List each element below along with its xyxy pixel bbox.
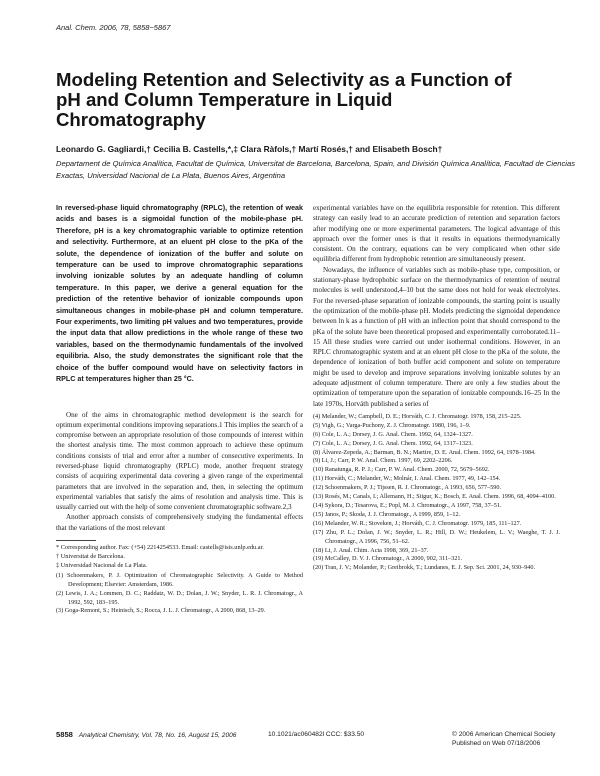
journal-volume-pages: 2006, 78, 5858−5867 [99,23,171,32]
page-footer-right [452,730,555,748]
published-date: Published on Web 07/18/2006 [452,740,541,747]
reference-item: (17) Zhu, P. L.; Dolan, J. W.; Snyder, L. R.; Hill, D. W.; Heukelem, L. V.; Waeghe, T. J. J. Chromatogr., A 1996, 756, 51–62. [313,528,560,545]
affiliation-footnote: ‡ Universidad Nacional de La Plata. [56,561,148,569]
body-paragraph: One of the aims in chromatographic method development is the search for optimum experimental conditions improving separations.1 This implies the search of a compromise between an appropriate resolution of those compounds of interest within the shortest analysis time. The most common approach to achieve these optimum conditions consists of trial and error after a number of consecutive experiments. In reversed-phase liquid chromatography (RPLC) mode, another frequent strategy consists of acquiring experimental data covering a given range of the experimental parameters that are involved in the separation and, then, in selecting the optimum experimental variables that satisfy the aims of resolution and analysis time. This is usually carried out with the help of some convenient chromatographic software.2,3 [56,410,303,512]
reference-item: (18) Li, J. Anal. Chim. Acta 1998, 369, 21–37. [313,546,429,554]
journal-issue-line: Analytical Chemistry, Vol. 78, No. 16, August 15, 2006 [78,732,237,739]
journal-citation [56,23,171,32]
body-paragraph: Nowadays, the influence of variables such as mobile-phase type, composition, or stationary-phase hydrophobic surface on the thermodynamics of retention of neutral molecules is well understood,4–10 but the same does not hold for weak electrolytes. For the reversed-phase separation of ionizable compounds, the starting point is usually the optimization of the mobile-phase pH. Models predicting the sigmoidal dependence between ln k as a function of pH with an inflection point that should correspond to the pKa of the solute have been theoretical proposed and experimentally corroborated.11–15 All these studies were carried out under isothermal conditions. However, in an RPLC chromatographic system and at an eluent pH close to the pKa of the solute, the dependence of ionization of both buffer acid component and solute on temperature might be used to develop and improve separations involving ionizable solutes by an adequate adjustment of column temperature. There are only a few studies about the optimization of temperature upon the separation of ionizable compounds.16–25 In the late 1970s, Horváth published a series of [313,265,560,408]
reference-item: (13) Rosés, M.; Canals, I.; Allemann, H.; Siigur, K.; Bosch, E. Anal. Chem. 1996, 68, 4094–4100. [313,493,556,501]
page-number: 5858 [56,730,73,739]
body-paragraph: experimental variables have on the equilibria responsible for retention. This different strategy can easily lead to an accurate prediction of retention and separation factors after modifying one or more experimental parameters. The logical advantage of this approach over the former ones is that it results in equations thermodynamically consistent. On the contrary, equations can be very complicated when other side equilibria different from hydrophobic retention are simultaneously present. [313,204,560,264]
journal-name: Anal. Chem. [56,23,98,32]
doi-price: 10.1021/ac060482l CCC: $33.50 [268,731,365,738]
reference-item: (10) Ranatunga, R. P. J.; Carr, P. W. Anal. Chem. 2000, 72, 5679–5692. [313,466,490,474]
reference-item: (20) Tran, J. V.; Molander, P.; Greibrokk, T.; Lundanes, E. J. Sep. Sci. 2001, 24, 930–940. [313,564,536,572]
reference-item: (8) Álvarez-Zepeda, A.; Barman, B. N.; Martire, D. E. Anal. Chem. 1992, 64, 1978–1984. [313,448,536,456]
body-paragraph: Another approach consists of comprehensively studying the fundamental effects that the variations of the most relevant [56,513,303,532]
footnote-separator [56,540,96,541]
reference-item: (7) Cole, L. A.; Dorsey, J. G. Anal. Chem. 1992, 64, 1317–1323. [313,439,473,447]
reference-list [56,572,303,617]
reference-item: (6) Cole, L. A.; Dorsey, J. G. Anal. Chem. 1992, 64, 1324–1327. [313,430,473,438]
reference-item: (1) Schoenmakers, P. J. Optimization of Chromatographic Selectivity. A Guide to Method Development; Elsevier: Amsterdam, 1986. [56,571,303,588]
reference-item: (14) Sykora, D.; Tesarova, E.; Popl, M. J. Chromatogr., A 1997, 758, 37–51. [313,502,502,509]
affiliation-footnote: † Universitat de Barcelona. [56,552,125,560]
author-list: Leonardo G. Gagliardi,† Cecilia B. Castells,*,‡ Clara Ràfols,† Martí Rosés,† and Elisabeth Bosch† [56,144,443,154]
reference-list [313,413,560,573]
left-column [56,203,303,616]
reference-item: (11) Horváth, C.; Melander, W.; Molnár, I. Anal. Chem. 1977, 49, 142–154. [313,475,501,483]
reference-item: (3) Goga-Remont, S.; Heinisch, S.; Rocca, J. L. J. Chromatogr., A 2000, 868, 13–29. [56,607,266,615]
reference-item: (2) Lewis, J. A.; Lommen, D. C.; Raddatz, W. D.; Dolan, J. W.; Snyder, L. R. J. Chromatogr., A 1992, 592, 183–195. [56,589,303,606]
reference-item: (5) Vigh, G.; Varga-Puchony, Z. J. Chromatogr. 1980, 196, 1–9. [313,421,471,429]
reference-item: (15) Janos, P.; Skoda, J. J. Chromatogr., A 1999, 859, 1–12. [313,510,461,518]
copyright-line: © 2006 American Chemical Society [452,731,556,738]
article-title: Modeling Retention and Selectivity as a Function of pH and Column Temperature in Liquid Chromatography [56,69,512,130]
reference-item: (9) Li, J.; Carr, P. W. Anal. Chem. 1997, 69, 2202–2206. [313,457,453,465]
reference-item: (12) Schoenmakers, P. J.; Tijssen, R. J. Chromatogr., A 1993, 656, 577–590. [313,484,502,492]
reference-item: (19) McCalley, D. V. J. Chromatogr., A 2000, 902, 311–321. [313,555,463,563]
right-column [313,203,560,573]
reference-item: (4) Melander, W.; Campbell, D. E.; Horváth, C. J. Chromatogr. 1978, 158, 215–225. [313,412,522,420]
affiliation: Departament de Química Analítica, Facultat de Química, Universitat de Barcelona, Barcelona, Spain, and División Química Analítica, Facultad de Ciencias Exactas, Universidad Nacional de La Plata, Buenos Aires, Argentina [56,159,576,180]
page-footer-left [56,730,236,740]
reference-item: (16) Melander, W. R.; Stoveken, J.; Horváth, C. J. Chromatogr. 1979, 185, 111–127. [313,519,522,527]
corresponding-author-note: * Corresponding author. Fax: (+54) 2214254533. Email: castells@isis.unlp.edu.ar. [56,544,264,552]
abstract: In reversed-phase liquid chromatography (RPLC), the retention of weak acids and bases is a sigmoidal function of the mobile-phase pH. Therefore, pH is a key chromatographic variable to optimize retention and selectivity. Furthermore, at an eluent pH close to the pKa of the solute, the dependence of ionization of the buffer and solute on temperature can be used to improve chromatographic separations involving ionizable solutes by an adequate handling of column temperature. In this paper, we derive a general equation for the prediction of the retentive behavior of ionizable compounds upon simultaneous changes in mobile-phase pH and column temperature. Four experiments, two limiting pH values and two temperatures, provide the input data that allow predictions in the whole range of these two variables, based on the thermodynamic fundamentals of the involved equilibria. Also, the study demonstrates the significant role that the choice of the buffer compound would have on selectivity factors in RPLC at temperatures higher than 25 °C. [56,204,303,384]
